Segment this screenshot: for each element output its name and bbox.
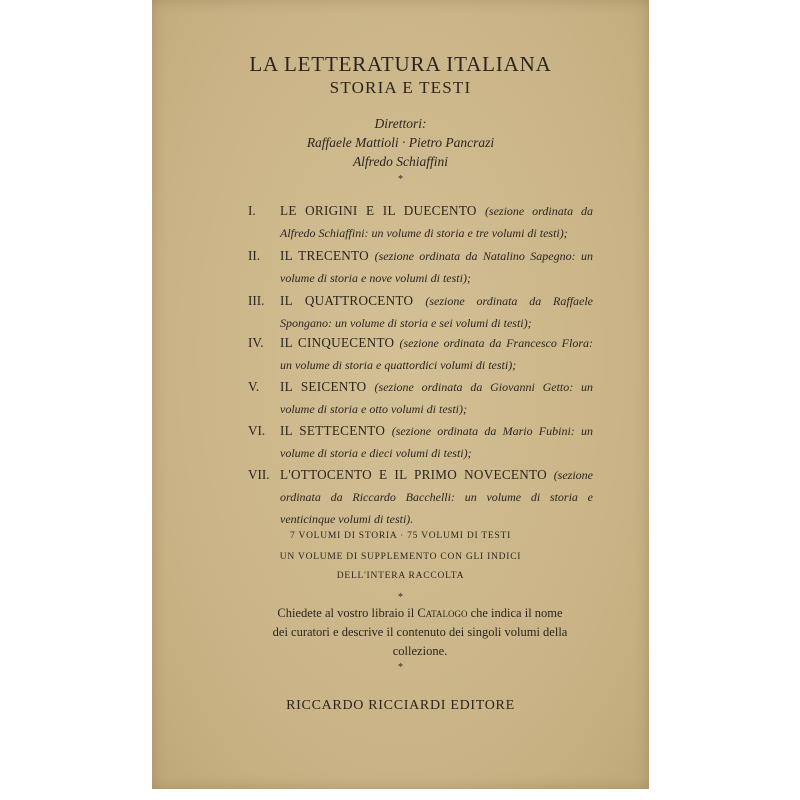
- catalog-advice: [270, 604, 570, 661]
- directors-line-2: Alfredo Schiaffini: [352, 154, 449, 169]
- totals-line-2: UN VOLUME DI SUPPLEMENTO CON GLI INDICI: [279, 552, 522, 562]
- directors-label: Direttori:: [374, 116, 427, 131]
- section-number: IV.: [248, 335, 264, 350]
- section-title: IL SEICENTO: [280, 379, 367, 394]
- page-title: LA LETTERATURA ITALIANA: [249, 52, 552, 76]
- section-title: IL QUATTROCENTO: [280, 293, 414, 308]
- section-title: L'OTTOCENTO E IL PRIMO NOVECENTO: [280, 467, 547, 482]
- section-description: (sezione ordinata da Alfredo Schiaffini: un volume di storia e tre volumi di testi);: [280, 204, 594, 240]
- section-number: VI.: [248, 423, 266, 438]
- section-description: (sezione ordinata da Riccardo Bacchelli: un volume di storia e venticinque volumi di testi).: [280, 468, 594, 526]
- directors-line-1: Raffaele Mattioli · Pietro Pancrazi: [306, 135, 495, 150]
- totals-line-1: 7 VOLUMI DI STORIA · 75 VOLUMI DI TESTI: [289, 531, 512, 541]
- section-title: IL CINQUECENTO: [280, 335, 395, 350]
- separator-star: *: [398, 174, 403, 185]
- section-title: IL SETTECENTO: [280, 423, 386, 438]
- section-number: V.: [248, 379, 260, 394]
- publisher-name: RICCARDO RICCIARDI EDITORE: [286, 698, 515, 713]
- section-number: I.: [248, 203, 256, 218]
- section-title: LE ORIGINI E IL DUECENTO: [280, 203, 477, 218]
- page-subtitle: STORIA E TESTI: [329, 78, 472, 97]
- section-description: (sezione ordinata da Natalino Sapegno: un volume di storia e nove volumi di testi);: [280, 249, 594, 285]
- section-description: (sezione ordinata da Raffaele Spongano: un volume di storia e sei volumi di testi);: [280, 294, 594, 330]
- totals-line-3: DELL'INTERA RACCOLTA: [336, 571, 465, 581]
- section-description: (sezione ordinata da Giovanni Getto: un volume di storia e otto volumi di testi);: [280, 380, 594, 416]
- catalog-word: Catalogo: [417, 606, 468, 620]
- section-number: VII.: [248, 467, 270, 482]
- section-description: (sezione ordinata da Francesco Flora: un volume di storia e quattordici volumi di testi);: [280, 336, 594, 372]
- separator-star: *: [398, 662, 403, 673]
- separator-star: *: [398, 592, 403, 603]
- advice-text-start: Chiedete al vostro libraio il: [277, 606, 418, 620]
- section-number: III.: [248, 293, 265, 308]
- book-page: [152, 0, 649, 789]
- section-description: (sezione ordinata da Mario Fubini: un volume di storia e dieci volumi di testi);: [280, 424, 593, 460]
- section-number: II.: [248, 248, 261, 263]
- section-title: IL TRECENTO: [280, 248, 369, 263]
- advice-text-end: che indica il nome dei curatori e descrive il contenuto dei singoli volumi della collezione.: [272, 606, 568, 658]
